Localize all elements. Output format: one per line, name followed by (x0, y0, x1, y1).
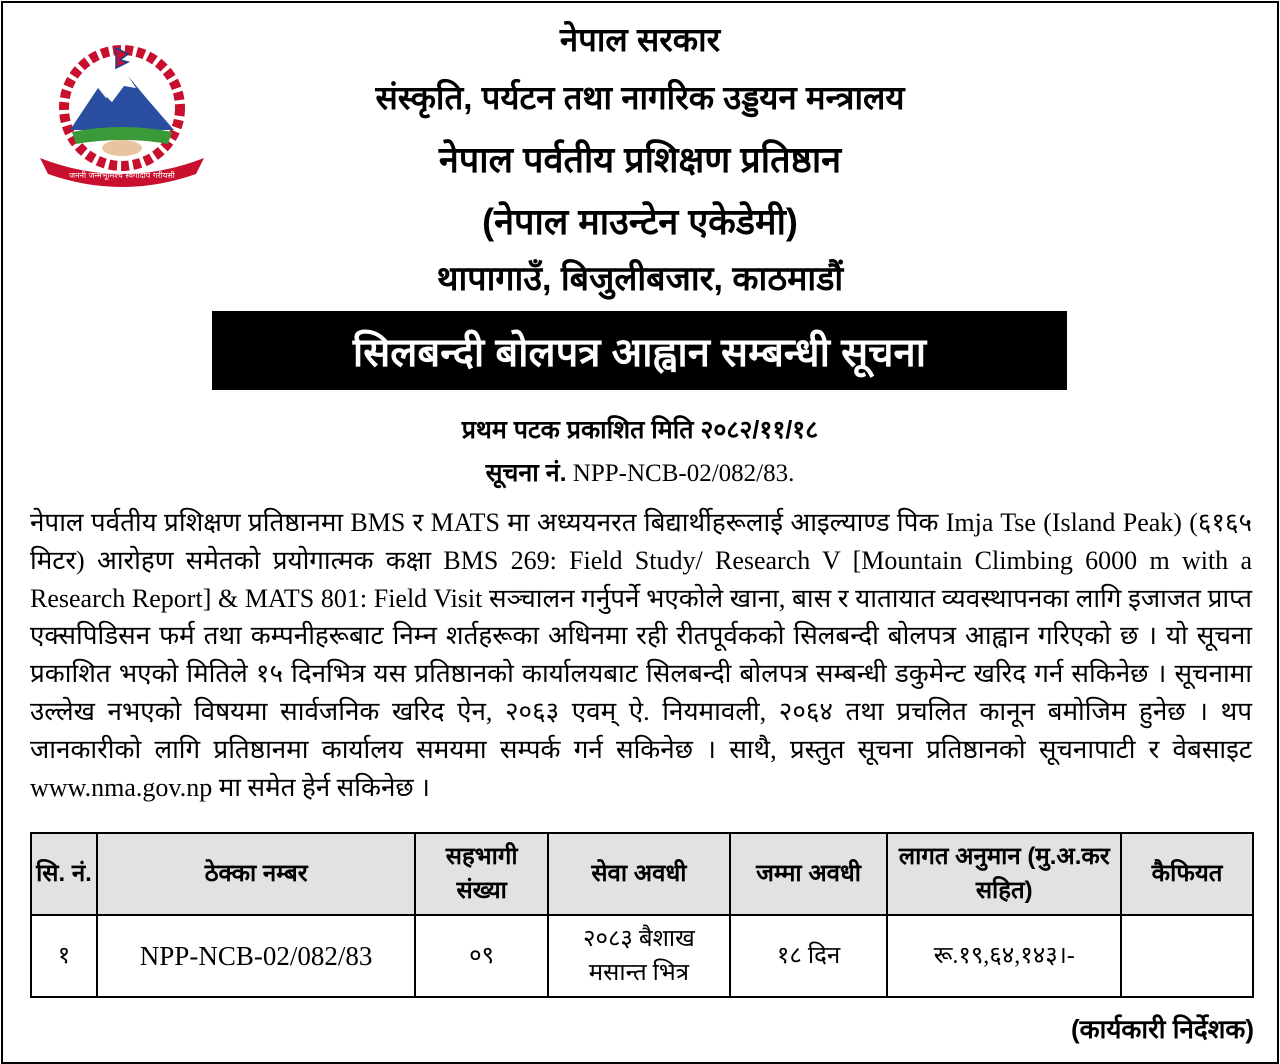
institute-alias: (नेपाल माउन्टेन एकेडेमी) (482, 201, 798, 242)
cell-service-period: २०८३ बैशाख मसान्त भित्र (548, 915, 730, 997)
header-remarks: कैफियत (1121, 833, 1253, 915)
cell-serial: १ (31, 915, 97, 997)
ministry-title: संस्कृति, पर्यटन तथा नागरिक उड्डयन मन्त्रालय (375, 79, 905, 116)
table-row (31, 915, 1253, 997)
institute-title: नेपाल पर्वतीय प्रशिक्षण प्रतिष्ठान (438, 139, 842, 180)
cell-total-duration: १८ दिन (730, 915, 888, 997)
header-contract-no: ठेक्का नम्बर (97, 833, 415, 915)
cell-remarks (1121, 915, 1253, 997)
cell-contract-no: NPP-NCB-02/082/83 (97, 915, 415, 997)
header-total-duration: जम्मा अवधी (730, 833, 888, 915)
cell-cost-estimate: रू.१९,६४,१४३।- (887, 915, 1121, 997)
header-participants: सहभागी संख्या (415, 833, 548, 915)
notice-banner (212, 311, 1067, 390)
institute-address: थापागाउँ, बिजुलीबजार, काठमाडौं (436, 260, 844, 298)
notice-body: नेपाल पर्वतीय प्रशिक्षण प्रतिष्ठानमा BMS र MATS मा अध्ययनरत बिद्यार्थीहरूलाई आइल्याण्ड पिक Imja Tse (Island Peak) (६१६५ मिटर) आरोहण समेतको प्रयोगात्मक कक्षा BMS 269: Field Study/ Research V [Mountain Climbing 6000 m with a Research Report] & MATS 801: Field Visit सञ्चालन गर्नुपर्ने भएकोले खाना, बास र यातायात व्यवस्थापनका लागि इजाजत प्राप्त एक्सपिडिसन फर्म तथा कम्पनीहरूबाट निम्न शर्तहरूका अधिनमा रही रीतपूर्वकको सिलबन्दी बोलपत्र आह्वान गरिएको छ । यो सूचना प्रकाशित भएको मितिले १५ दिनभित्र यस प्रतिष्ठानको कार्यालयबाट सिलबन्दी बोलपत्र सम्बन्धी डकुमेन्ट खरिद गर्न सकिनेछ । सूचनामा उल्लेख नभएको विषयमा सार्वजनिक खरिद ऐन, २०६३ एवम् ऐ. नियमावली, २०६४ तथा प्रचलित कानून बमोजिम हुनेछ । थप जानकारीको लागि प्रतिष्ठानमा कार्यालय समयमा सम्पर्क गर्न सकिनेछ । साथै, प्रस्तुत सूचना प्रतिष्ठानको सूचनापाटी र वेबसाइट www.nma.gov.np मा समेत हेर्न सकिनेछ । (30, 508, 1252, 802)
notice-number-line (0, 455, 1280, 489)
header-service-period: सेवा अवधी (548, 833, 730, 915)
cell-participants: ०९ (415, 915, 548, 997)
signature-title: (कार्यकारी निर्देशक) (1070, 1014, 1254, 1044)
notice-banner-title: सिलबन्दी बोलपत्र आह्वान सम्बन्धी सूचना (352, 331, 927, 375)
table-header-row (31, 833, 1253, 915)
notice-number-label: सूचना नं. (485, 459, 567, 487)
notice-number: NPP-NCB-02/082/83. (572, 460, 795, 487)
header-cost-estimate: लागत अनुमान (मु.अ.कर सहित) (887, 833, 1121, 915)
header-serial: सि. नं. (31, 833, 97, 915)
government-title: नेपाल सरकार (559, 21, 721, 58)
tender-table (30, 832, 1254, 998)
svg-text:जननी जन्मभूमिश्च स्वर्गादपि गर: जननी जन्मभूमिश्च स्वर्गादपि गरीयसी (69, 171, 175, 180)
publish-date: प्रथम पटक प्रकाशित मिति २०८२/११/१८ (461, 416, 819, 444)
